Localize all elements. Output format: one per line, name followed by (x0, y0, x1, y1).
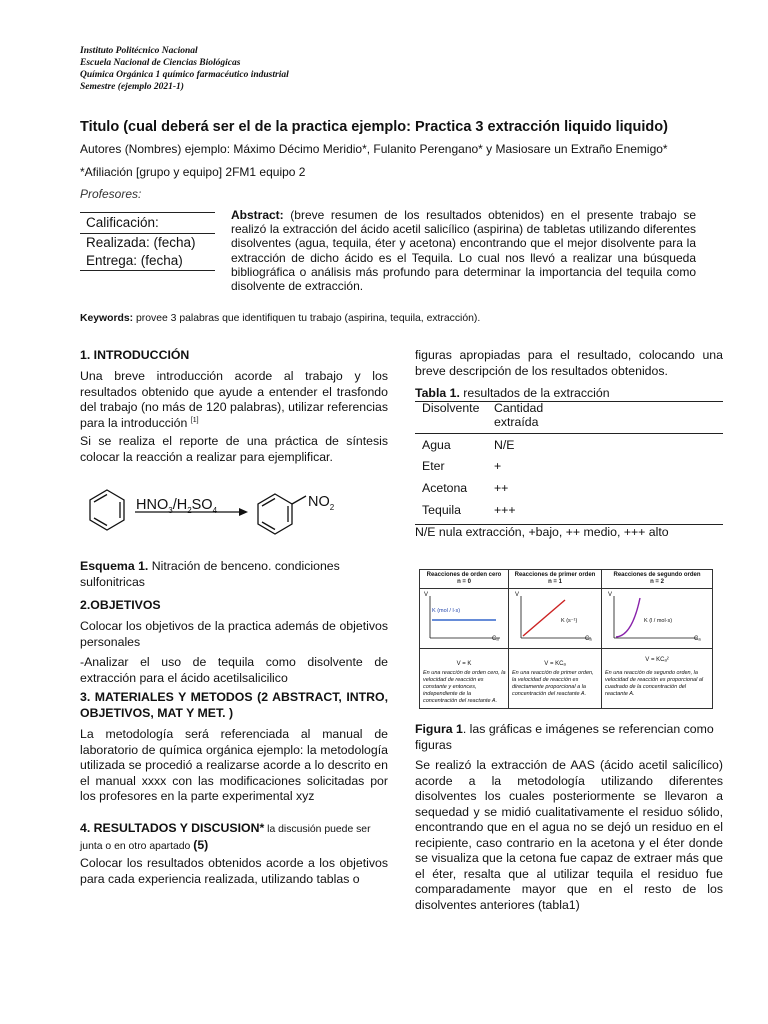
panel-1-plot (426, 594, 502, 642)
panel-1-order: n = 0 (457, 579, 471, 585)
materials-heading: 3. MATERIALES Y METODOS (2 ABSTRACT, INTRO, OBJETIVOS, MAT Y MET. ) (80, 690, 388, 720)
panel-2-order: n = 1 (548, 579, 562, 585)
results-paragraph-2: Se realizó la extracción de AAS (ácido acetil salicílico) acorde a la metodología utilizando diferentes disolventes los cuales posteriormente se llevaron a sequedad y se midió cualitativamente el residuo sólido, encontrando que en el agua no se dejó un residuo en el recipiente, caso contrario en la acetona y el éter donde se visualiza que la cetona fue capaz de extraer más que el éter, resalta que al utilizar tequila el residuo fue comparadamente mayor que en el resto de los disolventes anteriores (tabla1) (415, 758, 723, 912)
keywords-text: provee 3 palabras que identifiquen tu trabajo (aspirina, tequila, extracción). (133, 313, 481, 324)
panel-2-heading: Reacciones de primer orden (514, 572, 596, 578)
table-note: N/E nula extracción, +bajo, ++ medio, +++ alto (415, 525, 669, 539)
table-caption-label: Tabla 1. (415, 386, 460, 400)
panel-2-description: En una reacción de primer orden, la velocidad de reacción es directamente proporcional a la concentración del reactante A. (512, 670, 594, 697)
panel-3-equation: V = KCₐ² (645, 657, 669, 663)
scheme-caption-label: Esquema 1. (80, 559, 149, 573)
grade-box-bottom-rule (80, 270, 215, 271)
panel-3-top-rule (602, 588, 712, 589)
intro-heading: 1. INTRODUCCIÓN (80, 348, 190, 362)
results-heading: 4. RESULTADOS Y DISCUSION* (80, 821, 265, 835)
table-header-amount: Cantidad (494, 401, 544, 415)
table-row-3-amount: ++ (494, 481, 509, 495)
affiliation: *Afiliación [grupo y equipo] 2FM1 equipo 2 (80, 165, 306, 179)
materials-paragraph: La metodología será referenciada al manual de laboratorio de química orgánica ejemplo: la metodología utilizada se procedió a realizarse acorde a lo descrito en el manual xxxx con las modificaciones solicitadas por los profesores en la parte experimental xyz (80, 727, 388, 803)
panel-2-axis-c: Cₐ (585, 636, 592, 642)
figure-caption (415, 722, 723, 753)
grade-label: Calificación: (86, 215, 159, 230)
table-row-4-amount: +++ (494, 503, 516, 517)
panel-2-axis-v: V (515, 592, 520, 598)
reaction-arrow-head (239, 508, 248, 516)
table-caption (415, 386, 610, 402)
panel-3-curve-label: K (l / mol·s) (644, 618, 673, 624)
intro-text: Una breve introducción acorde al trabajo y los resultados obtenido que ayude a entender el trasfondo del trabajo (no más de 120 palabras), utilizar referencias para la introducción (80, 369, 388, 430)
objectives-paragraph-1: Colocar los objetivos de la practica además de objetivos personales (80, 619, 388, 649)
figure-panel-2 (509, 570, 602, 708)
scheme-reagents (136, 497, 217, 513)
done-date-label: Realizada: (fecha) (86, 235, 196, 250)
panel-3-axis-v: V (608, 592, 613, 598)
table-caption-text: resultados de la extracción (459, 386, 610, 400)
abstract-label: Abstract: (231, 208, 284, 222)
panel-3-eq-rule (602, 648, 712, 649)
intro-paragraph-2: Si se realiza el reporte de una práctica de síntesis colocar la reacción a realizar para ejemplificar. (80, 434, 388, 464)
authors: Autores (Nombres) ejemplo: Máximo Décimo Meridio*, Fulanito Perengano* y Masiosare un Extraño Enemigo* (80, 142, 668, 156)
results-continuation: figuras apropiadas para el resultado, colocando una breve descripción de los resultados obtenidos. (415, 348, 723, 378)
objectives-heading: 2.OBJETIVOS (80, 598, 161, 612)
results-note: la discusión puede ser junta o en otro apartado (80, 824, 371, 852)
paper-title: Titulo (cual deberá ser el de la practica ejemplo: Practica 3 extracción liquido liquido) (80, 119, 668, 135)
table-row-3-solvent: Acetona (422, 481, 468, 495)
professors-label: Profesores: (80, 187, 142, 201)
panel-1-heading: Reacciones de orden cero (426, 572, 502, 578)
reagent-so: SO (191, 497, 213, 513)
panel-2-top-rule (509, 588, 601, 589)
intro-reference: [1] (190, 416, 199, 424)
benzene-structure (90, 490, 124, 530)
scheme-caption (80, 559, 370, 590)
panel-1-eq-rule (420, 648, 508, 649)
nitration-scheme (80, 488, 390, 548)
panel-1-equation: V = K (456, 661, 472, 667)
panel-3-axis-c: Cₐ (694, 636, 701, 642)
nitro-group-label (308, 494, 334, 510)
table-row-4-solvent: Tequila (422, 503, 461, 517)
keywords-label: Keywords: (80, 313, 134, 324)
panel-3-order: n = 2 (650, 579, 664, 585)
table-row-2-solvent: Eter (422, 459, 445, 473)
header-line-4: Semestre (ejemplo 2021-1) (80, 82, 184, 92)
institution-header (80, 45, 480, 93)
scheme-caption-text: Nitración de benceno. condiciones sulfonitricas (80, 559, 340, 589)
table-header-solvent: Disolvente (422, 401, 480, 415)
table-row-2-amount: + (494, 459, 502, 473)
nitro-text: NO (308, 494, 330, 510)
due-date-label: Entrega: (fecha) (86, 253, 183, 268)
nitrobenzene-structure (258, 494, 306, 534)
keywords (80, 313, 720, 324)
abstract-text: (breve resumen de los resultados obtenidos) en el presente trabajo se realizó la extracción del ácido acetil salicílico (aspirina) de tabletas utilizando diferentes disolventes (agua, tequila, éter y acetona) encontrando que el mejor disolvente para la extracción de dicho ácido es el Tequila. Lo cual nos llevó a realizar una búsqueda bibliográfica o análisis más profundo para determinar la importancia del tequila como disolvente de extracción. (231, 208, 696, 294)
panel-2-eq-rule (509, 648, 601, 649)
table-header-rule (415, 433, 723, 434)
results-paragraph-1: Colocar los resultados obtenidos acorde a los objetivos para cada experiencia realizada, utilizando tablas o (80, 856, 388, 886)
intro-paragraph-1 (80, 369, 388, 431)
panel-1-axis-v: V (424, 592, 429, 598)
results-heading-line (80, 821, 390, 854)
panel-2-equation: V = KCₐ (544, 661, 566, 667)
reagent-sub-4: 4 (212, 505, 218, 515)
nitro-sub: 2 (329, 502, 335, 512)
table-row-1-solvent: Agua (422, 438, 451, 452)
reagent-hno: HNO (136, 497, 169, 513)
panel-1-description: En una reacción de orden cero, la velocidad de reacción es constante y entonces, independiente de la concentración del reactante A. (423, 670, 506, 704)
reaction-order-figure (419, 569, 713, 709)
figure-panel-1 (420, 570, 509, 708)
reagent-h: /H (172, 497, 188, 513)
reagent-sub-2: 2 (187, 505, 192, 515)
panel-3-heading: Reacciones de segundo orden (613, 572, 701, 578)
panel-3-description: En una reacción de segundo orden, la velocidad de reacción es proporcional al cuadrado de la concentración del reactante A. (605, 670, 704, 697)
panel-1-axis-c: Cₐ (492, 636, 499, 642)
objectives-paragraph-2: -Analizar el uso de tequila como disolvente de extracción para el ácido acetilsalicilico (80, 655, 388, 685)
figure-caption-label: Figura 1 (415, 722, 463, 736)
abstract (231, 208, 696, 293)
table-row-1-amount: N/E (494, 438, 515, 452)
header-line-3: Química Orgánica 1 químico farmacéutico industrial (80, 70, 289, 80)
panel-2-plot (517, 594, 593, 642)
table-header-extracted: extraída (494, 415, 539, 429)
panel-1-curve-label: K (mol / l·s) (432, 608, 461, 614)
figure-panel-3 (602, 570, 712, 708)
header-line-2: Escuela Nacional de Ciencias Biológicas (80, 58, 241, 68)
results-number: (5) (193, 837, 209, 852)
panel-2-curve-label: K (s⁻¹) (561, 618, 578, 624)
reagent-sub-3: 3 (168, 505, 173, 515)
panel-1-top-rule (420, 588, 508, 589)
figure-caption-text: . las gráficas e imágenes se referencian como figuras (415, 722, 714, 752)
header-line-1: Instituto Politécnico Nacional (80, 46, 198, 56)
